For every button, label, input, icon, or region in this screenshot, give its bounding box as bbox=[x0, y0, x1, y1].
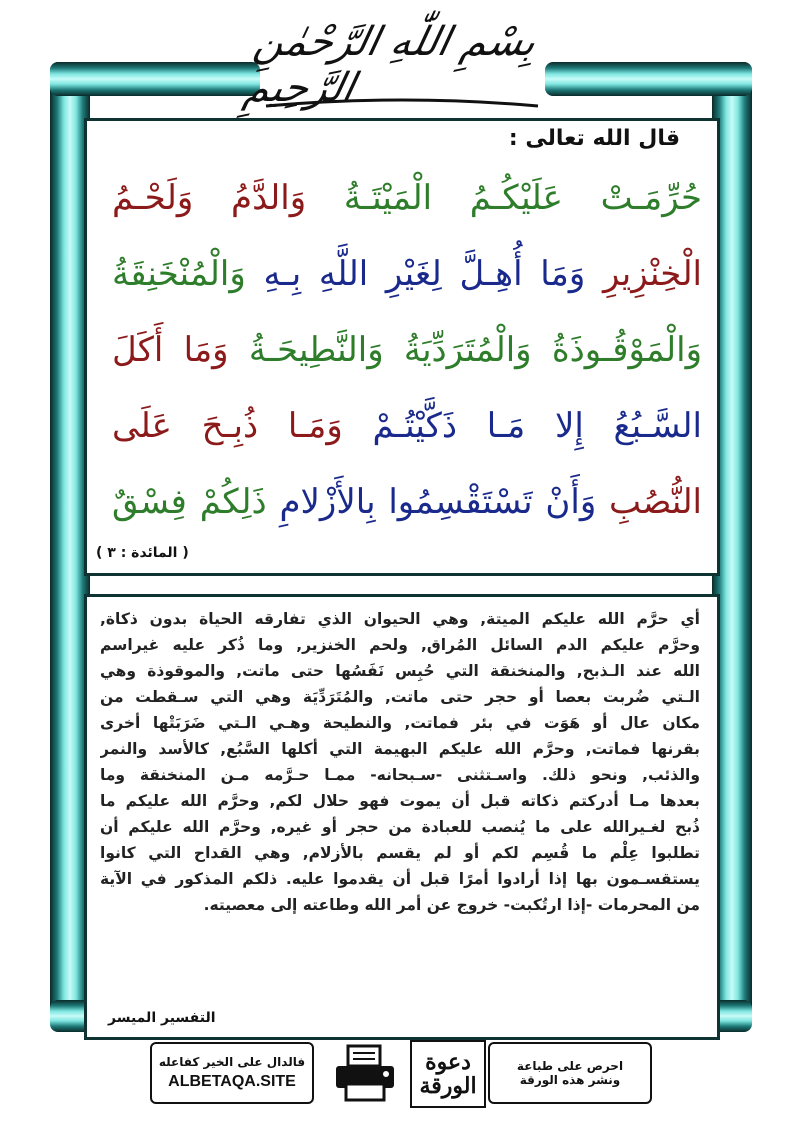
frame-top-right-bar bbox=[545, 62, 752, 96]
verse-segment: وَمَـا ذُبِـحَ عَلَى bbox=[112, 406, 343, 446]
footer-print-box bbox=[488, 1042, 652, 1104]
verse-segment: السَّـبُعُ إِلا مَـا ذَكَّيْتُـمْ bbox=[342, 406, 702, 446]
basmala-calligraphy: بِسْمِ اللّٰهِ الرَّحْمٰنِ الرَّحِيمِ bbox=[240, 19, 541, 111]
tafsir-line: مكان عال أو هَوَت في بئر فماتت, والنطيحة وهـي الـتي ضَرَبَتْها أخرى bbox=[100, 714, 700, 732]
verse-segment: وَالدَّمُ وَلَحْـمُ bbox=[112, 178, 307, 218]
verse-line bbox=[112, 236, 702, 312]
verse-segment: وَالْمَوْقُـوذَةُ وَالْمُتَرَدِّيَةُ وَالنَّطِيحَـةُ bbox=[228, 330, 702, 370]
verse-line bbox=[112, 464, 702, 540]
tafsir-line: بقرنها فماتت, وحرَّم الله عليكم البهيمة التي أكلها السَّبُع, كالأسد والنمر bbox=[100, 740, 700, 758]
verse-line bbox=[112, 160, 702, 236]
verse-segment: ذَلِكُمْ فِسْقٌ bbox=[112, 482, 267, 522]
tafsir-line: الـتي ضُربت بعصا أو حجر حتى ماتت, والمُتَرَدِّيَة وهي التي سـقطت من bbox=[100, 688, 700, 706]
frame-top-left-bar bbox=[50, 62, 260, 96]
footer-site-link[interactable]: ALBETAQA.SITE bbox=[168, 1073, 296, 1090]
tafsir-text bbox=[100, 606, 700, 918]
tafsir-line: يستقسـمون بها إذا أرادوا أمرًا قبل أن يقدموا عليه. ذلكم المذكور في الآية bbox=[100, 870, 700, 888]
footer-proverb: فالدال على الخير كفاعله bbox=[158, 1055, 306, 1069]
basmala-swash-ornament bbox=[262, 96, 542, 110]
tafsir-line: بعدها مـا أدركتم ذكاته قبل أن يموت فهو حلال لكم, وحرَّم الله عليكم ما bbox=[100, 792, 700, 810]
tafsir-line: وحرَّم عليكم الدم السائل المُراق, ولحم الخنزير, وما ذُكر عليه غيراسم bbox=[100, 636, 700, 654]
tafsir-line: الله عند الـذبح, والمنخنقة التي حُبِس نَفَسُها حتى ماتت, والموقوذة وهي bbox=[100, 662, 700, 680]
verse-segment: النُّصُبِ bbox=[596, 482, 702, 522]
tafsir-line: والذئب, ونحو ذلك. واسـتثنى -سـبحانه- ممـا حـرَّمه مـن المنخنقة وما bbox=[100, 766, 700, 784]
verse-segment: الْخِنْزِيرِ bbox=[585, 254, 702, 294]
verse-segment: حُرِّمَـتْ عَلَيْكُـمُ الْمَيْتَـةُ bbox=[306, 178, 702, 218]
verse-intro: قال الله تعالى : bbox=[508, 126, 680, 151]
tafsir-line: تطلبوا عِلْم ما قُسِم لكم أو لم يقسم بالأزلام, وهي القداح التي كانوا bbox=[100, 844, 700, 862]
verse-segment: وَالْمُنْخَنِقَةُ bbox=[112, 254, 246, 294]
dawa-logo: دعوة الورقة bbox=[410, 1040, 486, 1108]
printer-icon bbox=[330, 1044, 400, 1104]
footer-print-line1: احرص على طباعة bbox=[516, 1059, 624, 1073]
verse-reference: ( المائدة : ٣ ) bbox=[96, 545, 189, 561]
verse-segment: وَأَنْ تَسْتَقْسِمُوا بِالأَزْلامِ bbox=[266, 482, 597, 522]
tafsir-line: من المحرمات -إذا ارتُكبت- خروج عن أمر الله وطاعته إلى معصيته. bbox=[203, 896, 700, 914]
verse-segment: وَمَا أَكَلَ bbox=[112, 330, 229, 370]
verse-line bbox=[112, 388, 702, 464]
tafsir-line: ذُبح لغـيرالله على ما يُنصب للعبادة من حجر أو غيره, وحرَّم الله عليكم أن bbox=[100, 818, 700, 836]
tafsir-line: أي حرَّم الله عليكم الميتة, وهي الحيوان الذي تفارقه الحياة بدون ذكاة, bbox=[100, 610, 700, 628]
tafsir-source: التفسير الميسر bbox=[108, 1010, 216, 1026]
footer-site-box bbox=[150, 1042, 314, 1104]
verse-line bbox=[112, 312, 702, 388]
footer-print-line2: ونشر هذه الورقة bbox=[519, 1073, 621, 1087]
quran-verse bbox=[112, 160, 702, 540]
verse-segment: وَمَا أُهِـلَّ لِغَيْرِ اللَّهِ بِـهِ bbox=[245, 254, 586, 294]
